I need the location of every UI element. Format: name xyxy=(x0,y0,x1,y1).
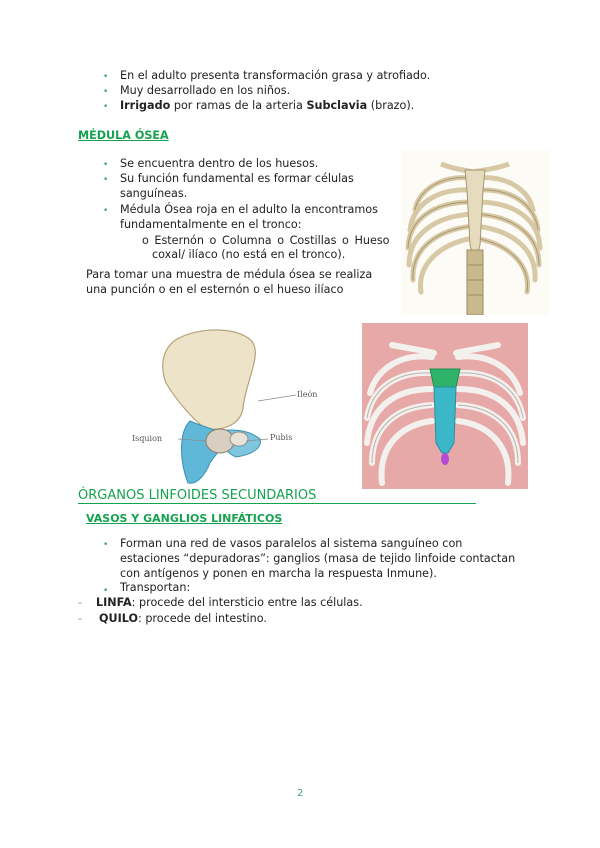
bullet-icon: • xyxy=(103,160,109,170)
list-item xyxy=(120,99,414,113)
sub-list-item: o Esternón o Columna o Costillas o Hueso xyxy=(142,234,390,247)
dash-icon: - xyxy=(78,596,82,609)
heading-underline xyxy=(78,503,476,504)
bold-term: Irrigado xyxy=(120,99,171,112)
list-item: En el adulto presenta transformación grasa y atrofiado. xyxy=(120,69,431,82)
list-text: (brazo). xyxy=(367,99,415,112)
section-heading: MÉDULA ÓSEA xyxy=(78,129,169,142)
page-number: 2 xyxy=(297,788,304,799)
list-item: Médula Ósea roja en el adulto la encontramos xyxy=(120,203,378,216)
rib-cage-illustration xyxy=(401,150,549,315)
list-item: Transportan: xyxy=(120,581,191,594)
bold-term: Subclavia xyxy=(306,99,368,112)
bullet-icon: • xyxy=(103,72,109,82)
list-item xyxy=(96,596,363,610)
rib-cage-drawing xyxy=(401,150,549,315)
paragraph: Para tomar una muestra de médula ósea se realiza xyxy=(86,268,373,281)
list-item: Su función fundamental es formar células xyxy=(120,172,354,185)
list-item: Muy desarrollado en los niños. xyxy=(120,84,291,97)
section-heading: ÓRGANOS LINFOIDES SECUNDARIOS xyxy=(78,488,317,503)
list-text: por ramas de la arteria xyxy=(170,99,307,112)
label-pubis: Pubis xyxy=(270,433,293,442)
dash-icon: - xyxy=(78,612,82,625)
paragraph: una punción o en el esternón o el hueso ilíaco xyxy=(86,283,344,296)
bullet-icon: • xyxy=(103,206,109,216)
bullet-icon: • xyxy=(103,87,109,97)
list-item-continuation: sanguíneas. xyxy=(120,187,188,200)
sub-list-item-continuation: coxal/ ilíaco (no está en el tronco). xyxy=(152,248,346,261)
list-item-continuation: estaciones “depuradoras”: ganglios (masa de tejido linfoide contactan xyxy=(120,552,516,565)
bold-term: QUILO xyxy=(99,612,138,625)
list-item: Se encuentra dentro de los huesos. xyxy=(120,157,319,170)
pelvis-drawing xyxy=(118,323,330,491)
bullet-icon: • xyxy=(103,102,109,112)
subsection-heading: VASOS Y GANGLIOS LINFÁTICOS xyxy=(86,512,283,525)
bullet-icon: • xyxy=(103,586,109,596)
list-item-continuation: fundamentalmente en el tronco: xyxy=(120,218,302,231)
sternum-illustration xyxy=(362,323,528,489)
bold-term: LINFA xyxy=(96,596,132,609)
list-item xyxy=(99,612,267,626)
label-ileon: Ileón xyxy=(297,390,318,399)
sternum-drawing xyxy=(362,323,528,489)
list-item-continuation: con antígenos y ponen en marcha la respuesta Inmune). xyxy=(120,567,437,580)
bullet-icon: • xyxy=(103,540,109,550)
list-text: : procede del intestino. xyxy=(138,612,267,625)
list-text: : procede del intersticio entre las células. xyxy=(131,596,363,609)
label-isquion: Isquion xyxy=(132,434,163,443)
pelvis-illustration xyxy=(118,323,330,491)
list-item: Forman una red de vasos paralelos al sistema sanguíneo con xyxy=(120,537,463,550)
bullet-icon: • xyxy=(103,175,109,185)
